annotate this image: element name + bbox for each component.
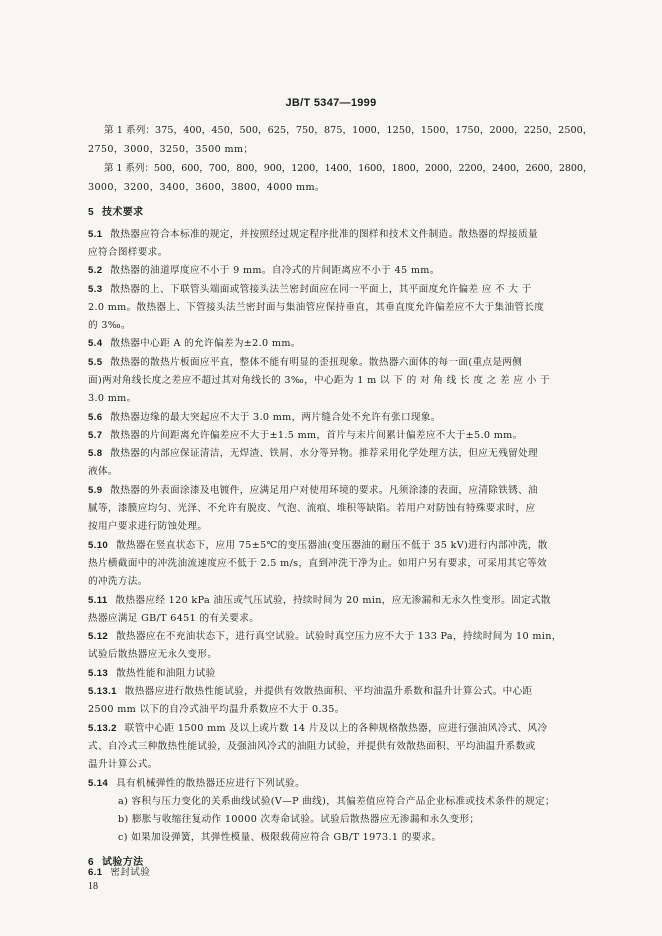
clause-5-5-line-1: 5.5 散热器的散热片板面应平直，整体不能有明显的歪扭现象。散热器六面体的每一面(重点是两侧 — [88, 357, 523, 368]
clause-5-13-1-line-1: 5.13.1 散热器应进行散热性能试验，并提供有效散热面积、平均油温升系数和温升计算公式。中心距 — [88, 686, 533, 697]
clause-5-10-line-2: 热片横截面中的冲洗油流速度应不低于 2.5 m/s，直到冲洗干净为止。如用户另有要求，可采用其它等效 — [88, 558, 548, 569]
clause-5-12-line-1: 5.12 散热器应在不充油状态下，进行真空试验。试验时真空压力应不大于 133 Pa，持续时间为 10 min， — [88, 631, 562, 642]
clause-5-13-2-line-2: 式、自冷式三种散热性能试验，及强油风冷式的油阻力试验，并提供有效散热面积、平均油温升系数或 — [88, 741, 536, 752]
clause-5-8-line-1: 5.8 散热器的内部应保证清洁，无焊渣、铁屑、水分等异物。推荐采用化学处理方法，但应无残留处理 — [88, 448, 538, 459]
clause-5-5-line-2: 面)两对角线长度之差应不超过其对角线长的 3‰，中心距为 1 m 以 下 的 对 角 线 长 度 之 差 应 小 于 — [88, 375, 550, 386]
clause-5-1-line-2: 应符合图样要求。 — [88, 247, 168, 258]
clause-5-9-line-3: 按用户要求进行防蚀处理。 — [88, 521, 208, 532]
clause-5-13: 5.13 散热性能和油阻力试验 — [88, 668, 216, 679]
clause-5-14-item-a: a) 容积与压力变化的关系曲线试验(V—P 曲线)，其偏差值应符合产品企业标准或技术条件的规定； — [118, 796, 555, 807]
clause-5-10-line-1: 5.10 散热器在竖直状态下，应用 75±5℃的变压器油(变压器油的耐压不低于 35 kV)进行内部冲洗，散 — [88, 540, 548, 551]
clause-5-7: 5.7 散热器的片间距离允许偏差应不大于±1.5 mm，首片与末片间累计偏差应不大于±5.0 mm。 — [88, 430, 523, 441]
clause-5-5-line-3: 3.0 mm。 — [88, 393, 137, 404]
clause-5-13-1-line-2: 2500 mm 以下的自冷式油平均温升系数应不大于 0.35。 — [88, 704, 345, 715]
series-1-line-2: 2750，3000，3250，3500 mm； — [88, 144, 254, 155]
series-1-line-1: 第 1 系列：375，400，450，500，625，750，875，1000，1250，1500，1750，2000，2250，2500， — [104, 125, 593, 136]
clause-5-6: 5.6 散热器边缘的最大突起应不大于 3.0 mm，两片缝合处不允许有张口现象。 — [88, 412, 441, 423]
clause-6-1: 6.1 密封试验 — [88, 867, 151, 878]
series-1-prefix: 第 1 系列： — [104, 125, 156, 136]
clause-5-4: 5.4 散热器中心距 A 的允许偏差为±2.0 mm。 — [88, 338, 301, 349]
clause-5-1-line-1: 5.1 散热器应符合本标准的规定，并按照经过规定程序批准的图样和技术文件制造。散热器的焊接质量 — [88, 229, 538, 240]
clause-5-8-line-2: 液体。 — [88, 466, 118, 477]
page-number: 18 — [88, 881, 98, 892]
clause-5-3-line-1: 5.3 散热器的上、下联管头端面或管接头法兰密封面应在同一平面上，其平面度允许偏差 应 不 大 于 — [88, 284, 532, 295]
clause-5-14-item-c: c) 如果加设弹簧，其弹性模量、极限载荷应符合 GB/T 1973.1 的要求。 — [118, 832, 442, 843]
clause-5-11-line-1: 5.11 散热器应经 120 kPa 油压或气压试验，持续时间为 20 min，应无渗漏和无永久性变形。固定式散 — [88, 595, 551, 606]
clause-5-13-2-line-1: 5.13.2 联管中心距 1500 mm 及以上或片数 14 片及以上的各种规格散热器，应进行强油风冷式、风冷 — [88, 723, 548, 734]
clause-5-2: 5.2 散热器的油道厚度应不小于 9 mm。自冷式的片间距离应不小于 45 mm。 — [88, 265, 440, 276]
clause-5-9-line-2: 腻等，漆膜应均匀、光泽、不允许有脱皮、气泡、流痕、堆积等缺陷。若用户对防蚀有特殊要求时，应 — [88, 503, 536, 514]
series-2-line-1: 第 1 系列：500，600，700，800，900，1200，1400，1600，1800，2000，2200，2400，2600，2800， — [104, 163, 593, 174]
clause-5-12-line-2: 试验后散热器应无永久变形。 — [88, 649, 218, 660]
clause-5-13-2-line-3: 温升计算公式。 — [88, 759, 158, 770]
section-5-heading: 5 技术要求 — [88, 207, 144, 218]
series-2-line-2: 3000，3200，3400，3600，3800，4000 mm。 — [88, 182, 325, 193]
standard-header: JB/T 5347—1999 — [285, 97, 377, 109]
clause-5-10-line-3: 的冲洗方法。 — [88, 576, 148, 587]
clause-5-14: 5.14 具有机械弹性的散热器还应进行下列试验。 — [88, 778, 306, 789]
clause-5-3-line-3: 的 3‰。 — [88, 320, 131, 331]
series-2-prefix: 第 1 系列： — [104, 163, 154, 174]
clause-5-3-line-2: 2.0 mm。散热器上、下管接头法兰密封面与集油管应保持垂直，其垂直度允许偏差应不大于集油管长度 — [88, 302, 545, 313]
clause-5-14-item-b: b) 膨胀与收缩往复动作 10000 次寿命试验。试验后散热器应无渗漏和永久变形； — [118, 814, 480, 825]
clause-5-9-line-1: 5.9 散热器的外表面涂漆及电镀件，应满足用户对使用环境的要求。凡须涂漆的表面，应清除铁锈、油 — [88, 485, 538, 496]
clause-5-11-line-2: 热器应满足 GB/T 6451 的有关要求。 — [88, 613, 260, 624]
section-6-heading: 6 试验方法 — [88, 857, 144, 868]
